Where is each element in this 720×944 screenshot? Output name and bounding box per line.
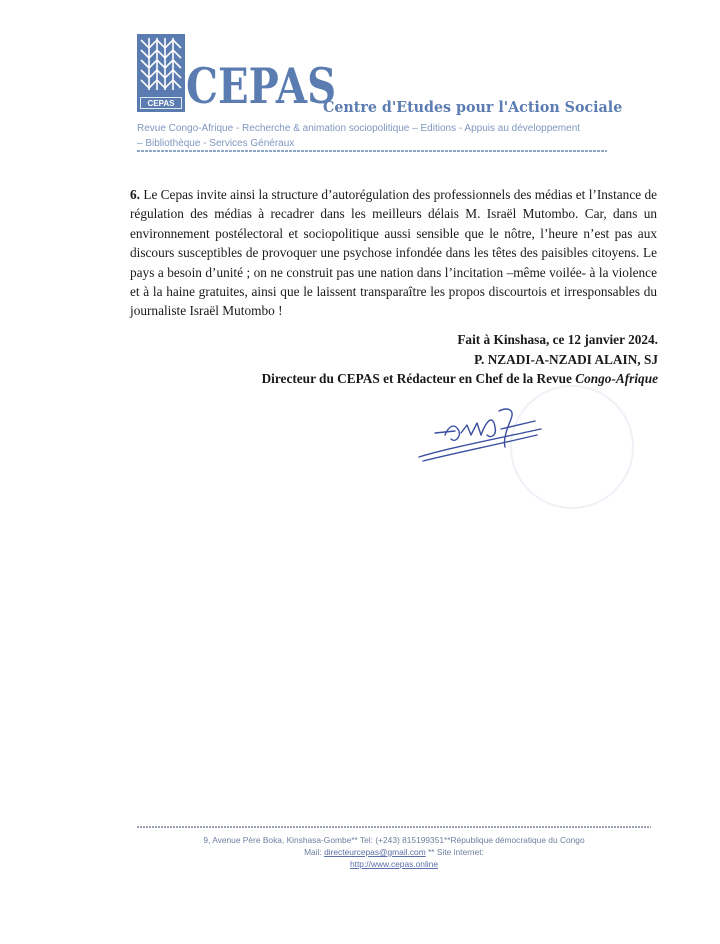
logo-pattern-icon [137,34,185,94]
site-label: ** Site internet: [425,847,484,857]
brand-subtitle: Centre d'Etudes pour l'Action Sociale [323,98,623,116]
role-text: Directeur du CEPAS et Rédacteur en Chef de la Revue [261,371,576,386]
closing-block [262,330,658,389]
logo-label: CEPAS [140,97,182,109]
footer-contact [137,846,651,858]
email-link[interactable]: directeurcepas@gmail.com [324,847,426,857]
tagline-line-2: – Bibliothèque - Services Généraux [137,138,295,149]
signatory-name: P. NZADI-A-NZADI ALAIN, SJ [474,351,658,367]
paragraph-6 [130,185,657,321]
signatory-role [262,369,658,389]
place-date: Fait à Kinshasa, ce 12 janvier 2024. [457,332,658,347]
paragraph-text: Le Cepas invite ainsi la structure d’autorégulation des professionnels des médias et l’Instance de régulation des médias à recadrer dans les meilleurs délais M. Israël Mutombo. Car, dans un environnement postélectoral et sociopolitique aussi sensible que le nôtre, l’heure n’est pas aux discours susceptibles de provoquer une psychose infondée dans les têtes des paisibles citoyens. Le pays a besoin d’unité ; on ne construit pas une nation dans l’incitation –même voilée- à la violence et à la haine gratuites, ainsi que le laissent transparaître les propos discourtois et irresponsables du journaliste Israël Mutombo ! [130,187,658,319]
mail-label: Mail: [304,847,325,857]
footer [137,834,651,870]
brand-name: CEPAS [186,57,337,115]
paragraph-number: 6. [130,187,140,202]
handwritten-signature-icon [415,405,555,465]
footer-address: 9, Avenue Père Boka, Kinshasa-Gombe** Tel: (+243) 815199351**République démocratique du Congo [203,835,585,845]
website-link[interactable]: http://www.cepas.online [350,859,438,869]
header-divider [137,150,607,152]
review-name: Congo-Afrique [575,371,658,386]
footer-divider [137,826,651,828]
tagline-line-1: Revue Congo-Afrique - Recherche & animation sociopolitique – Editions - Appuis au développement [137,123,581,134]
tagline [137,121,617,151]
cepas-logo [137,34,185,112]
